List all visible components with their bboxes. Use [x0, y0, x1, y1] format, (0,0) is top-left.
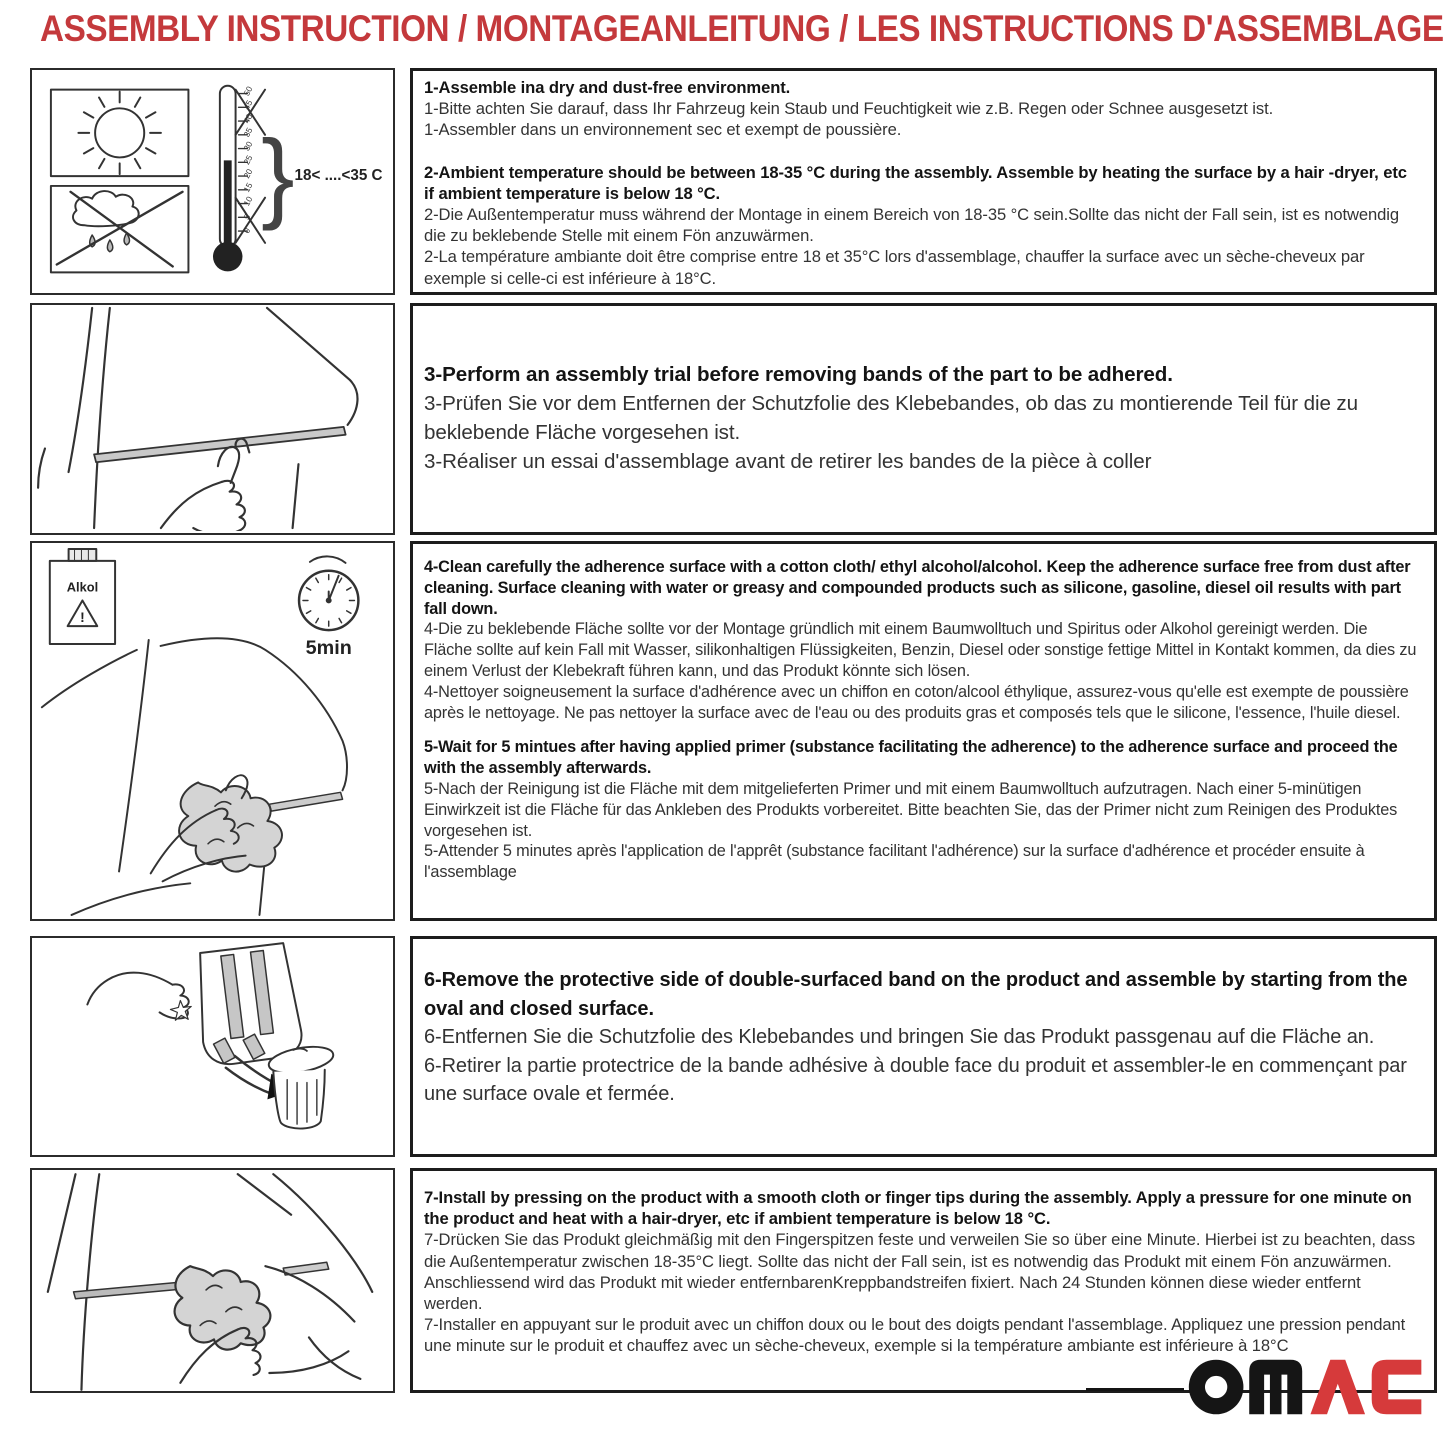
environment-temperature-drawing — [32, 70, 393, 293]
trim-strip — [269, 792, 342, 811]
thermo-tick-label: 50 — [241, 84, 255, 98]
hand-icon — [87, 973, 191, 1021]
step-7-text-fr: 7-Installer en appuyant sur le produit avec un chiffon doux ou le bout des doigts pendant l'assemblage. Appliquez une pression pendant une minute sur le produit et chauffez avec un sèche-cheveux, exemple si la température ambiante est inférieure à 18°C — [424, 1315, 1406, 1356]
door-line — [293, 464, 299, 528]
clock-duration-label: 5min — [305, 636, 352, 659]
no-rain-icon — [57, 191, 183, 266]
logo-rule-line — [1086, 1388, 1184, 1391]
step-7-illustration — [30, 1168, 395, 1393]
step-6-text-en: 6-Remove the protective side of double-surfaced band on the product and assemble by starting from the oval and closed surface. — [424, 969, 1408, 1020]
step-4-text-en: 4-Clean carefully the adherence surface with a cotton cloth/ ethyl alcohol/alcohol. Keep the adherence surface free from dust after cleaning. Surface cleaning with water or greasy and compounded products such as silicone, gasoline, diesel oil results with part fall down. — [424, 558, 1411, 618]
step-1-text-de: 1-Bitte achten Sie darauf, dass Ihr Fahrzeug kein Staub und Feuchtigkeit wie z.B. Regen oder Schnee ausgesetzt ist. — [424, 99, 1274, 119]
thermo-tick-label: 25 — [241, 153, 255, 167]
sun-icon — [78, 92, 161, 175]
logo-black-letters — [1189, 1360, 1302, 1415]
temperature-range-label: 18< ....<35 C — [294, 167, 383, 185]
thermo-tick-label: 20 — [241, 167, 255, 180]
c-pillar-line — [238, 1174, 291, 1215]
step-2-text-en: 2-Ambient temperature should be between 18-35 °C during the assembly. Assemble by heating the surface by a hair -dryer, etc if ambient temperature is below 18 °C. — [424, 162, 1407, 203]
step-1-text-fr: 1-Assembler dans un environnement sec et exempt de poussière. — [424, 120, 902, 140]
trim-strip — [74, 1282, 185, 1299]
step-3-illustration — [30, 303, 395, 535]
step-6-text — [410, 936, 1437, 1157]
thermo-tick-label: 40 — [241, 112, 255, 125]
step-6-text-de: 6-Entfernen Sie die Schutzfolie des Klebebandes und bringen Sie das Produkt passgenau auf die Fläche an. — [424, 1026, 1375, 1048]
step-4-text-fr: 4-Nettoyer soigneusement la surface d'adhérence avec un chiffon en coton/alcool éthylique, assurez-vous qu'elle est exempte de poussière après le nettoyage. Ne pas nettoyer la surface avec de l'eau ou des produits gras et composés tels que le silicone, l'essence, l'huile diesel. — [424, 682, 1409, 722]
clock-icon — [299, 556, 358, 630]
step-7-text-de: 7-Drücken Sie das Produkt gleichmäßig mit den Fingerspitzen feste und verweilen Sie so über eine Minute. Hierbei ist zu beachten, dass die Außentemperatur zwischen 18-35°C liegt. Sollte das nicht der Fall sein, ist es notwendig das Produkt mit einem Fön anzuwärmen. Anschliessend wird das Produkt mit wieder entfernbarenKreppbandstreifen fixiert. Nach 24 Stunden können diese wieder entfernt werden. — [424, 1230, 1416, 1314]
remove-band-drawing — [32, 938, 393, 1155]
protective-strips — [214, 951, 274, 1064]
warning-exclamation: ! — [80, 609, 85, 626]
step-4-5-illustration — [30, 541, 395, 921]
step-5-text-fr: 5-Attender 5 minutes après l'application de l'apprêt (substance facilitant l'adhérence) sur la surface d'adhérence et procéder ensuite à l'assemblage — [424, 842, 1365, 882]
step-5-text-en: 5-Wait for 5 mintues after having applied primer (substance facilitating the adherence) to the adherence surface and proceed the with the assembly afterwards. — [424, 738, 1398, 778]
thermo-tick-label: 10 — [241, 194, 255, 208]
car-window-lines — [42, 638, 347, 915]
step-3-text-en: 3-Perform an assembly trial before removing bands of the part to be adhered. — [424, 363, 1173, 386]
trash-can-icon — [267, 1042, 335, 1128]
press-install-drawing — [32, 1170, 393, 1391]
alcohol-label: Alkol — [66, 579, 99, 595]
alcohol-bottle-icon — [50, 549, 115, 644]
step-2-text-de: 2-Die Außentemperatur muss während der Montage in einem Bereich von 18-35 °C sein.Sollte das nicht der Fall sein, ist es notwendig die zu beklebende Stelle mit einem Fön anzuwärmen. — [424, 205, 1400, 246]
step-4-5-text — [410, 541, 1437, 921]
trim-strip-end — [283, 1262, 328, 1275]
thermo-tick-label: 30 — [241, 139, 255, 153]
range-brace: } — [261, 119, 295, 232]
a-pillar-line — [69, 308, 93, 472]
step-3-text-fr: 3-Réaliser un essai d'assemblage avant de retirer les bandes de la pièce à coller — [424, 450, 1152, 473]
step-6-text-fr: 6-Retirer la partie protectrice de la bande adhésive à double face du produit et assembler-le en commençant par une surface ovale et fermée. — [424, 1054, 1407, 1105]
step-1-2-illustration — [30, 68, 395, 295]
thermo-tick-label: 5 — [241, 212, 253, 222]
step-1-2-text — [410, 68, 1437, 295]
step-7-text-en: 7-Install by pressing on the product with a smooth cloth or finger tips during the assembly. Apply a pressure for one minute on the product and heat with a hair-dryer, etc if ambient temperature is below 18 °C. — [424, 1188, 1412, 1229]
assembly-trial-drawing — [32, 305, 393, 531]
thermo-tick-label: 0 — [241, 226, 253, 235]
c-pillar-line — [267, 308, 357, 425]
step-6-illustration — [30, 936, 395, 1157]
step-4-text-de: 4-Die zu beklebende Fläche sollte vor der Montage gründlich mit einem Baumwolltuch und Spiritus oder Alkohol gereinigt werden. Die Fläche sollte auf kein Fall mit Wasser, silikonhaltigen Flüssigkeiten, Benzin, Diesel oder sonstige fettige Mittel in Kontakt kommen, da dies zu einem Verlust der Klebekraft führen kann, und das Produkt könnte sich lösen. — [424, 620, 1417, 680]
a-pillar-line — [48, 1174, 76, 1292]
step-3-text-de: 3-Prüfen Sie vor dem Entfernen der Schutzfolie des Klebebandes, ob das zu montierende Teil für die zu beklebende Fläche vorgesehen ist. — [424, 392, 1358, 444]
step-2-text-fr: 2-La température ambiante doit être comprise entre 18 et 35°C lors d'assemblage, chauffer la surface avec un sèche-cheveux par exemple si celle-ci est inférieure à 18°C. — [424, 247, 1365, 288]
cleaning-drawing — [32, 543, 393, 919]
thermo-tick-label: 15 — [241, 180, 255, 194]
thermo-tick-label: 35 — [241, 125, 255, 139]
step-1-text-en: 1-Assemble ina dry and dust-free environment. — [424, 78, 791, 97]
step-5-text-de: 5-Nach der Reinigung ist die Fläche mit dem mitgelieferten Primer und mit einem Baumwolltuch aufzutragen. Nach einer 5-minütigen Einwirkzeit ist die Fläche für das Ankleben des Produkts vorbereitet. Bitte beachten Sie, das der Primer nicht zum Reinigen des Produktes vorgesehen ist. — [424, 779, 1398, 840]
thermo-tick-label: 45 — [241, 98, 255, 112]
omac-logo-mark — [1188, 1358, 1423, 1416]
thermometer-icon — [213, 86, 265, 272]
door-line — [309, 1337, 360, 1379]
logo-red-letters — [1310, 1360, 1421, 1415]
omac-logo — [1188, 1358, 1423, 1416]
page-title: ASSEMBLY INSTRUCTION / MONTAGEANLEITUNG / LES INSTRUCTIONS D'ASSEMBLAGE — [40, 8, 1444, 49]
step-3-text — [410, 303, 1437, 535]
